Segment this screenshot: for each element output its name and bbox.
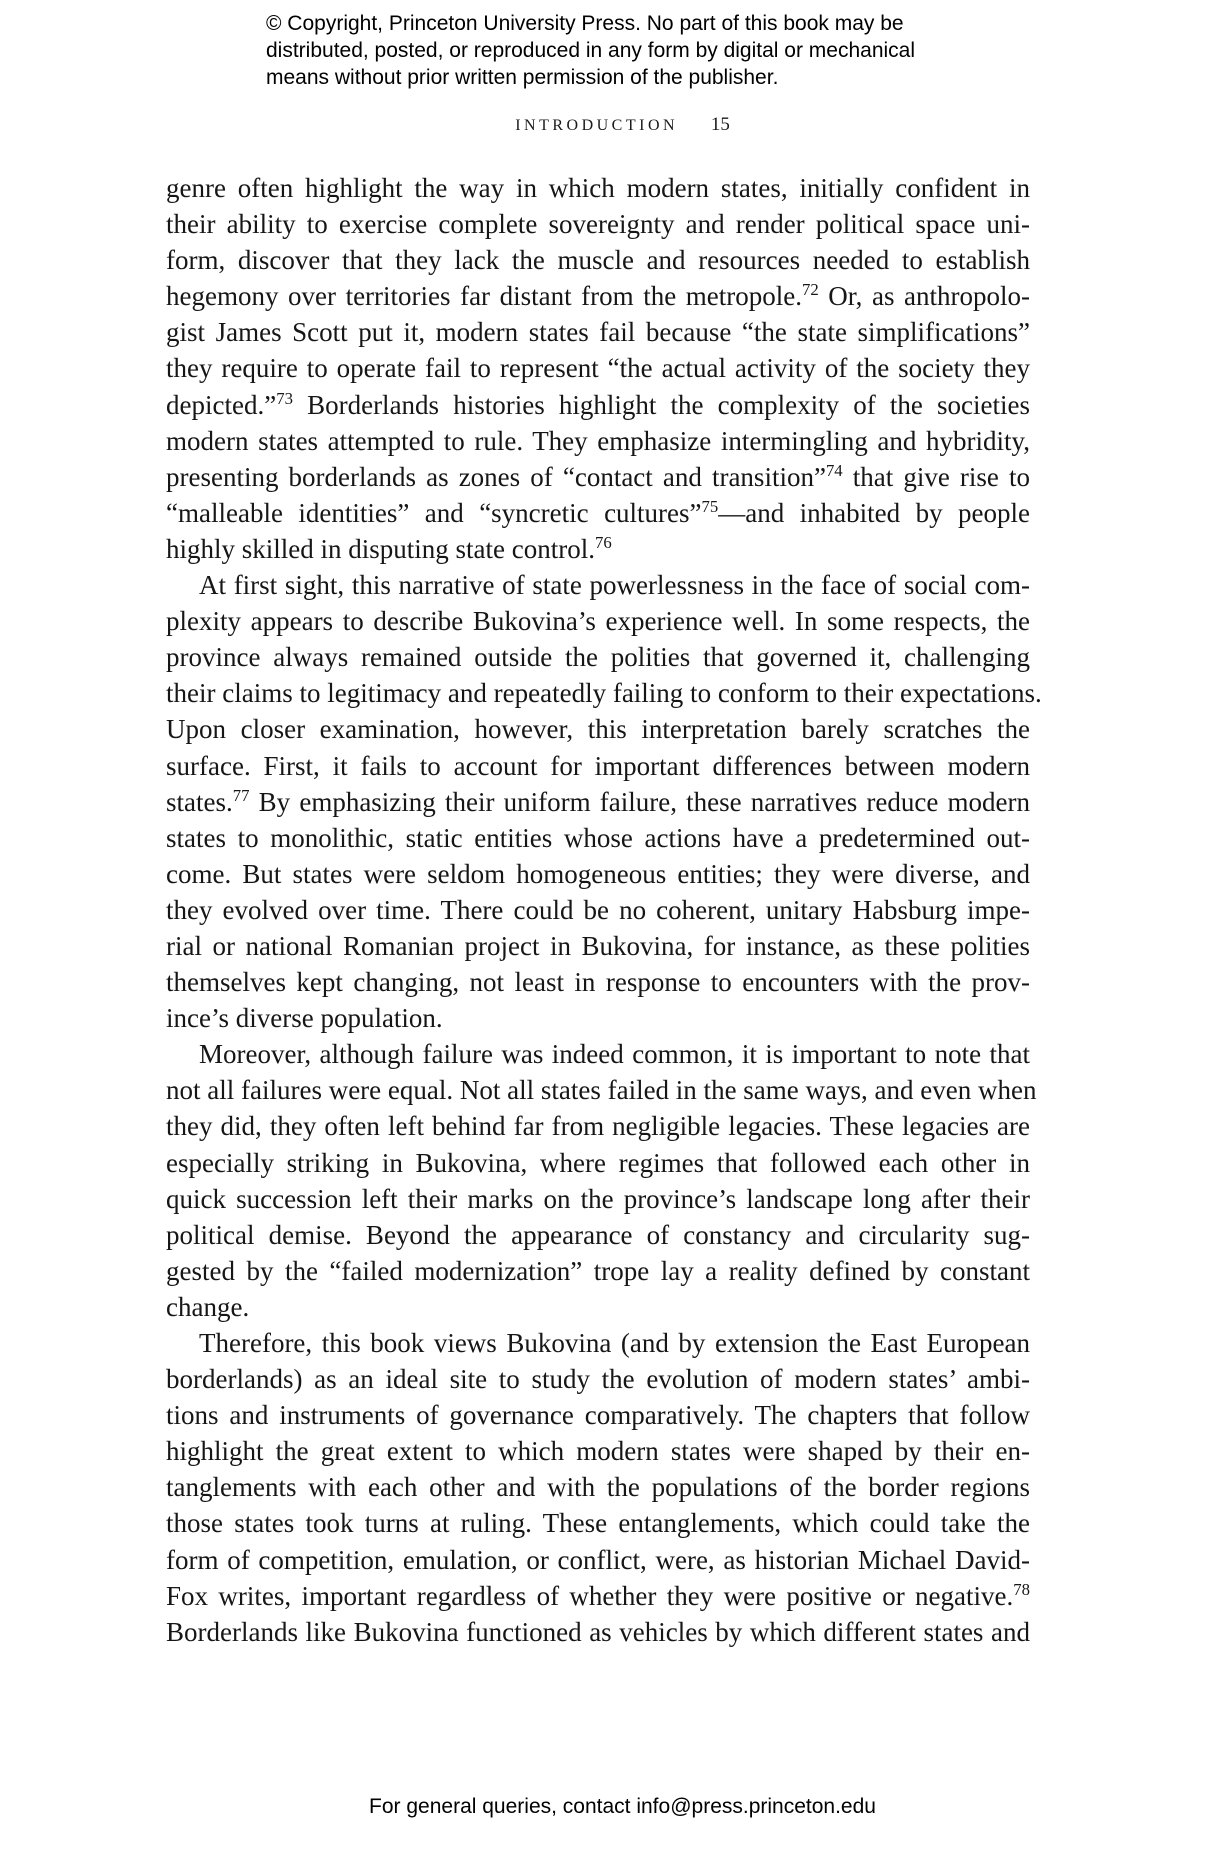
text-line-content: highlight the great extent to which modern states were shaped by their en-: [166, 1436, 1030, 1467]
text-line-content: tanglements with each other and with the populations of the border regions: [166, 1472, 1030, 1503]
text-line: [166, 242, 1030, 278]
text-line-content: they did, they often left behind far from negligible legacies. These legacies are: [166, 1111, 1030, 1142]
text-line: [166, 495, 1030, 531]
text-line: [166, 170, 1030, 206]
text-line-content: not all failures were equal. Not all states failed in the same ways, and even when: [166, 1075, 1037, 1106]
text-line-content: especially striking in Bukovina, where regimes that followed each other in: [166, 1147, 1030, 1178]
text-line: [166, 1036, 1030, 1072]
text-line-content: Upon closer examination, however, this interpretation barely scratches the: [166, 714, 1030, 745]
text-line-content: tions and instruments of governance comparatively. The chapters that follow: [166, 1400, 1030, 1431]
footnote-marker: 76: [594, 532, 612, 552]
text-line-content: At first sight, this narrative of state powerlessness in the face of social com-: [199, 570, 1030, 601]
copyright-line: distributed, posted, or reproduced in any form by digital or mechanical: [266, 39, 916, 62]
text-line-content: quick succession left their marks on the province’s landscape long after their: [166, 1183, 1030, 1214]
text-line: [166, 928, 1030, 964]
footnote-marker: 73: [276, 388, 293, 408]
text-line: [166, 711, 1030, 747]
text-line: [166, 531, 1030, 567]
text-line: [166, 1578, 1030, 1614]
copyright-line: means without prior written permission of the publisher.: [266, 66, 779, 89]
text-line-content: depicted.”: [166, 389, 277, 420]
page-number: 15: [710, 114, 730, 135]
text-line-content: political demise. Beyond the appearance of constancy and circularity sug-: [166, 1219, 1030, 1250]
text-line-content: Borderlands like Bukovina functioned as vehicles by which different states and: [166, 1616, 1030, 1647]
text-line: [166, 1289, 1030, 1325]
text-line: [166, 387, 1030, 423]
text-line-continuation: By emphasizing their uniform failure, these narratives reduce modern: [249, 786, 1030, 817]
text-line: [166, 206, 1030, 242]
text-line-content: change.: [166, 1291, 250, 1322]
text-line-content: presenting borderlands as zones of “contact and transition”: [166, 461, 826, 492]
text-line: [166, 1361, 1030, 1397]
text-line-content: “malleable identities” and “syncretic cultures”: [166, 497, 702, 528]
text-line: [166, 1181, 1030, 1217]
text-line-continuation: that give rise to: [842, 461, 1030, 492]
text-line-content: those states took turns at ruling. These entanglements, which could take the: [166, 1508, 1030, 1539]
text-line-content: province always remained outside the polities that governed it, challenging: [166, 642, 1030, 673]
text-line-content: genre often highlight the way in which modern states, initially confident in: [166, 173, 1030, 203]
text-line: [166, 639, 1030, 675]
footer-contact: For general queries, contact info@press.princeton.edu: [369, 1795, 876, 1818]
text-line-content: states to monolithic, static entities whose actions have a predetermined out-: [166, 822, 1030, 853]
text-line-content: gist James Scott put it, modern states fail because “the state simplifications”: [166, 317, 1030, 348]
text-line-continuation: Or, as anthropolo-: [818, 281, 1031, 312]
text-line-content: rial or national Romanian project in Bukovina, for instance, as these polities: [166, 930, 1030, 961]
running-head-title: INTRODUCTION: [515, 117, 679, 134]
copyright-line: © Copyright, Princeton University Press. No part of this book may be: [266, 12, 904, 35]
text-line-content: modern states attempted to rule. They emphasize intermingling and hybridity,: [166, 425, 1030, 456]
text-line: [166, 314, 1030, 350]
text-line-content: form, discover that they lack the muscle and resources needed to establish: [166, 245, 1030, 276]
text-line: [166, 784, 1030, 820]
text-line-content: surface. First, it fails to account for important differences between modern: [166, 750, 1030, 781]
footnote-marker: 78: [1013, 1579, 1030, 1599]
text-line-content: their ability to exercise complete sovereignty and render political space uni-: [166, 209, 1030, 240]
text-line: [166, 1469, 1030, 1505]
text-line: [166, 278, 1030, 314]
text-line-content: highly skilled in disputing state control.: [166, 533, 595, 564]
text-line: [166, 1433, 1030, 1469]
text-line-continuation: —and inhabited by people: [718, 497, 1030, 528]
text-line: [166, 1325, 1030, 1361]
footnote-marker: 74: [825, 460, 843, 480]
text-line-content: come. But states were seldom homogeneous entities; they were diverse, and: [166, 858, 1030, 889]
text-line-content: their claims to legitimacy and repeatedly failing to conform to their expectations.: [166, 678, 1042, 709]
text-line: [166, 1614, 1030, 1650]
text-line: [166, 603, 1030, 639]
footnote-marker: 75: [701, 496, 719, 516]
text-line: [166, 350, 1030, 386]
text-line: [166, 1000, 1030, 1036]
text-line-content: plexity appears to describe Bukovina’s experience well. In some respects, the: [166, 606, 1030, 637]
footnote-marker: 72: [801, 280, 819, 300]
text-line: [166, 1542, 1030, 1578]
footnote-marker: 77: [232, 785, 250, 805]
body-text: [166, 170, 1042, 1650]
text-line-content: they require to operate fail to represent “the actual activity of the society they: [166, 353, 1030, 384]
text-line: [166, 820, 1030, 856]
text-line-content: states.: [166, 786, 233, 817]
text-line: [166, 1505, 1030, 1541]
text-line: [166, 423, 1030, 459]
text-line: [166, 1145, 1030, 1181]
text-line-content: themselves kept changing, not least in response to encounters with the prov-: [166, 967, 1030, 998]
text-line: [166, 567, 1030, 603]
text-line-content: ince’s diverse population.: [166, 1003, 443, 1034]
text-line: [166, 1108, 1030, 1144]
text-line-continuation: Borderlands histories highlight the complexity of the societies: [292, 389, 1030, 420]
text-line: [166, 856, 1030, 892]
text-line: [166, 1253, 1030, 1289]
text-line-content: they evolved over time. There could be no coherent, unitary Habsburg impe-: [166, 894, 1030, 925]
text-line: [166, 1397, 1030, 1433]
text-line: [166, 459, 1030, 495]
text-line-content: Moreover, although failure was indeed common, it is important to note that: [199, 1039, 1030, 1070]
running-head: [0, 114, 1225, 136]
copyright-notice: [266, 10, 1066, 91]
text-line: [166, 675, 1042, 711]
text-line: [166, 964, 1030, 1000]
text-line-content: borderlands) as an ideal site to study the evolution of modern states’ ambi-: [166, 1364, 1030, 1395]
text-line: [166, 1217, 1030, 1253]
text-line: [166, 748, 1030, 784]
text-line-content: Therefore, this book views Bukovina (and by extension the East European: [199, 1328, 1030, 1358]
text-line-content: Fox writes, important regardless of whether they were positive or negative.: [166, 1580, 1014, 1611]
text-line-content: hegemony over territories far distant from the metropole.: [166, 281, 802, 312]
text-line: [166, 1072, 1037, 1108]
text-line-content: form of competition, emulation, or conflict, were, as historian Michael David-: [166, 1544, 1030, 1575]
text-line-content: gested by the “failed modernization” trope lay a reality defined by constant: [166, 1255, 1030, 1286]
text-line: [166, 892, 1030, 928]
